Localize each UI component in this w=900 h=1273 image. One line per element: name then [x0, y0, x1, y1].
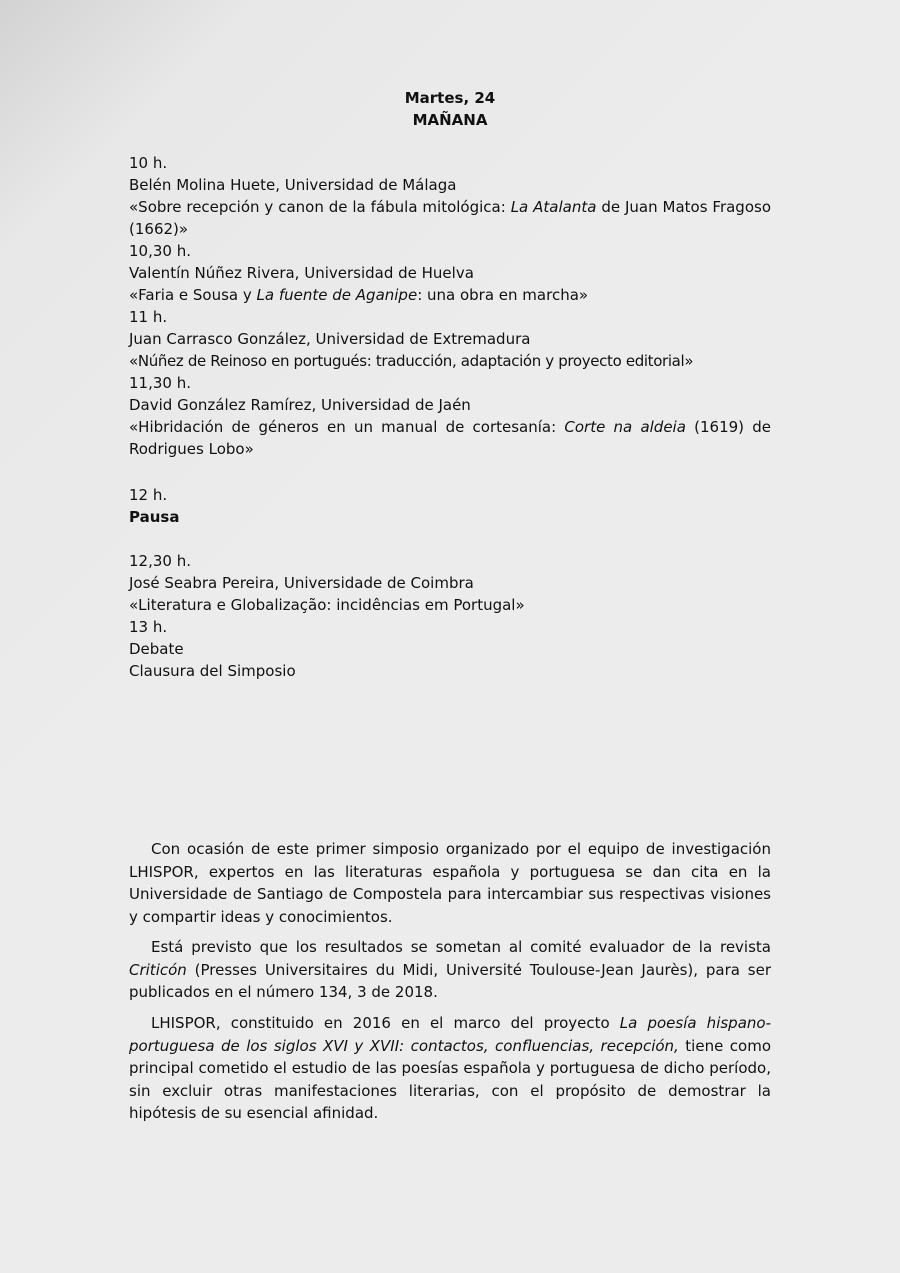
time-slot: 11,30 h.	[129, 374, 191, 392]
closing-label: Clausura del Simposio	[129, 662, 296, 680]
speaker-line: David González Ramírez, Universidad de Jaén	[129, 396, 471, 414]
talk-title: «Literatura e Globalização: incidências em Portugal»	[129, 596, 525, 614]
day-heading: Martes, 24	[404, 89, 496, 107]
speaker-line: Valentín Núñez Rivera, Universidad de Huelva	[129, 264, 474, 282]
pause-label: Pausa	[129, 508, 180, 526]
time-slot: 11 h.	[129, 308, 168, 326]
time-slot: 12,30 h.	[129, 552, 191, 570]
intro-paragraph: Con ocasión de este primer simposio organizado por el equipo de investigación LHISPOR, expertos en las literaturas española y portuguesa se dan cita en la Universidade de Santiago de Compostela para intercambiar sus respectivas visiones y compartir ideas y conocimientos.	[129, 840, 771, 926]
time-slot: 12 h.	[129, 486, 168, 504]
time-slot: 13 h.	[129, 618, 168, 636]
intro-paragraph: LHISPOR, constituido en 2016 en el marco del proyecto La poesía hispano-portuguesa de los siglos XVI y XVII: contactos, confluencias, recepción, tiene como principal cometido el estudio de las poesías española y portuguesa de dicho período, sin excluir otras manifestaciones literarias, con el propósito de demostrar la hipótesis de su esencial afinidad.	[129, 1014, 771, 1122]
time-slot: 10 h.	[129, 154, 168, 172]
talk-title: «Núñez de Reinoso en portugués: traducción, adaptación y proyecto editorial»	[129, 352, 694, 370]
speaker-line: Belén Molina Huete, Universidad de Málaga	[129, 176, 457, 194]
talk-title: «Faria e Sousa y La fuente de Aganipe: una obra en marcha»	[129, 286, 589, 304]
talk-title: «Hibridación de géneros en un manual de cortesanía: Corte na aldeia (1619) de Rodrigues Lobo»	[129, 418, 771, 458]
debate-label: Debate	[129, 640, 184, 658]
speaker-line: José Seabra Pereira, Universidade de Coimbra	[129, 574, 474, 592]
session-heading: MAÑANA	[412, 111, 488, 129]
talk-title: «Sobre recepción y canon de la fábula mitológica: La Atalanta de Juan Matos Fragoso (1662)»	[129, 198, 772, 238]
speaker-line: Juan Carrasco González, Universidad de Extremadura	[129, 330, 531, 348]
time-slot: 10,30 h.	[129, 242, 191, 260]
intro-paragraph: Está previsto que los resultados se sometan al comité evaluador de la revista Criticón (Presses Universitaires du Midi, Université Toulouse-Jean Jaurès), para ser publicados en el número 134, 3 de 2018.	[129, 938, 771, 1001]
